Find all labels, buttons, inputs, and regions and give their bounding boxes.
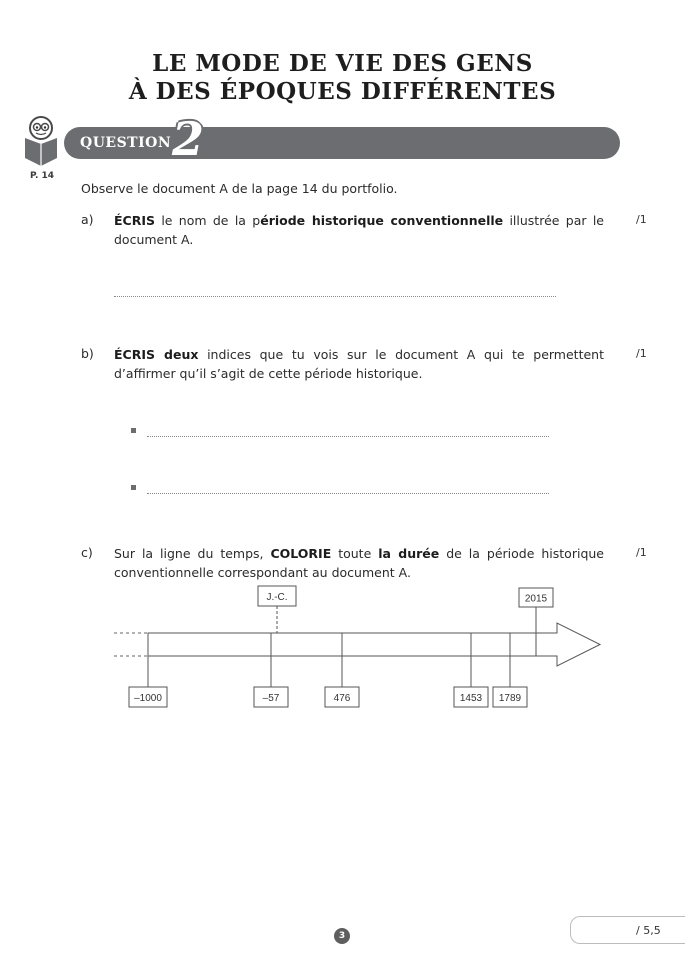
page-title xyxy=(0,50,685,106)
year-1453-label: 1453 xyxy=(459,693,483,704)
item-a-letter: a) xyxy=(81,212,94,227)
title-line-2: À DES ÉPOQUES DIFFÉRENTES xyxy=(128,78,557,105)
item-c-score: /1 xyxy=(636,546,647,559)
timeline[interactable] xyxy=(0,580,685,720)
bullet-icon xyxy=(131,485,136,490)
answer-line-a[interactable] xyxy=(114,296,556,297)
year-minus-1000-label: –1000 xyxy=(134,693,162,704)
reading-mascot-icon xyxy=(22,114,60,168)
question-number: 2 xyxy=(172,112,205,166)
year-1789-label: 1789 xyxy=(498,693,522,704)
item-b-score: /1 xyxy=(636,347,647,360)
item-a-score: /1 xyxy=(636,213,647,226)
instruction-text: Observe le document A de la page 14 du portfolio. xyxy=(81,181,398,196)
question-label: QUESTION xyxy=(80,135,172,151)
item-c-text: Sur la ligne du temps, COLORIE toute la durée de la période historique conventionnelle correspondant au document A. xyxy=(114,546,604,580)
item-b-letter: b) xyxy=(81,346,94,361)
item-b-text: ÉCRIS deux indices que tu vois sur le document A qui te permettent d’affirmer qu’il s’agit de cette période historique. xyxy=(114,347,604,381)
page-reference: P. 14 xyxy=(30,171,55,181)
bullet-icon xyxy=(131,428,136,433)
total-score: / 5,5 xyxy=(636,924,661,937)
item-c-letter: c) xyxy=(81,545,93,560)
year-2015-label: 2015 xyxy=(524,593,548,605)
answer-line-b2[interactable] xyxy=(147,493,549,494)
jc-label: J.-C. xyxy=(266,592,288,603)
total-score-box xyxy=(570,916,685,944)
answer-line-b1[interactable] xyxy=(147,436,549,437)
title-line-1: LE MODE DE VIE DES GENS xyxy=(152,50,533,77)
timeline-arrow[interactable] xyxy=(148,623,600,666)
page-number: 3 xyxy=(334,928,350,944)
year-476-label: 476 xyxy=(333,693,351,704)
item-a-text: ÉCRIS le nom de la période historique conventionnelle illustrée par le document A. xyxy=(114,213,604,247)
year-minus-57-label: –57 xyxy=(262,693,280,704)
